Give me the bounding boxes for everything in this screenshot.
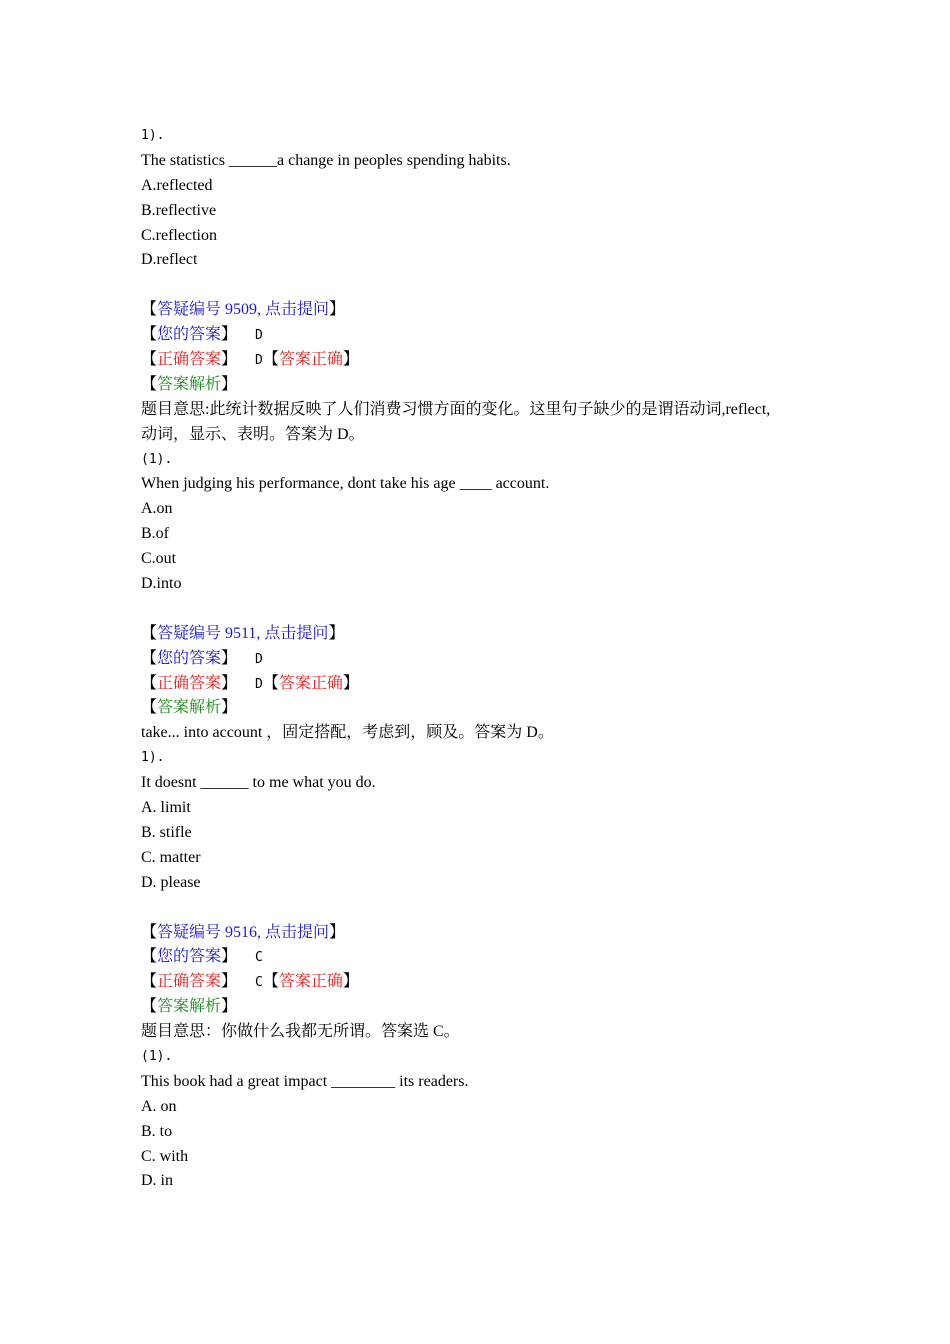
option-b: B.reflective xyxy=(141,201,217,219)
your-answer-row: 【您的答案】 C xyxy=(141,945,821,970)
question-stem: The statistics ______a change in peoples spending habits. xyxy=(141,151,511,169)
question-block xyxy=(141,1045,821,1194)
analysis-text: take... into account ，固定搭配，考虑到，顾及。答案为 D。 xyxy=(141,724,554,742)
your-answer-value: D xyxy=(255,328,263,344)
qa-row: 【答疑编号 9511, 点击提问】 xyxy=(141,624,345,642)
your-answer-row: 【您的答案】 D xyxy=(141,647,821,672)
option-a: A. limit xyxy=(141,799,191,817)
correct-answer-row: 【正确答案】 C【答案正确】 xyxy=(141,970,821,995)
your-answer-value: D xyxy=(255,651,263,667)
question-number: (1). xyxy=(141,1048,173,1064)
option-a: A. on xyxy=(141,1097,177,1115)
question-number: 1). xyxy=(141,128,165,143)
option-c: C.reflection xyxy=(141,226,217,244)
your-answer-row: 【您的答案】 D xyxy=(141,323,821,348)
option-b: B.of xyxy=(141,525,169,543)
option-d: D. please xyxy=(141,873,201,891)
your-answer-label: 您的答案 xyxy=(157,326,222,344)
document-page xyxy=(141,124,821,1194)
option-b: B. stifle xyxy=(141,823,192,841)
analysis-label: 答案解析 xyxy=(157,375,222,393)
your-answer-label: 您的答案 xyxy=(157,948,222,966)
correct-mark: 答案正确 xyxy=(278,351,343,369)
correct-answer-label: 正确答案 xyxy=(157,351,222,369)
question-number: 1). xyxy=(141,750,165,766)
question-stem: It doesnt ______ to me what you do. xyxy=(141,774,376,792)
option-d: D.reflect xyxy=(141,251,198,269)
analysis-text: 题目意思:此统计数据反映了人们消费习惯方面的变化。这里句子缺少的是谓语动词,reflect, xyxy=(141,400,771,418)
question-block xyxy=(141,448,821,747)
correct-answer-row: 【正确答案】 D【答案正确】 xyxy=(141,672,821,697)
correct-answer-label: 正确答案 xyxy=(157,674,222,692)
analysis-text: 题目意思：你做什么我都无所谓。答案选 C。 xyxy=(141,1023,460,1041)
qa-row xyxy=(141,298,821,323)
qa-row: 【答疑编号 9516, 点击提问】 xyxy=(141,923,346,941)
your-answer-label: 您的答案 xyxy=(157,649,222,667)
correct-answer-value: C xyxy=(255,975,263,991)
analysis-heading: 【答案解析】 xyxy=(141,699,238,717)
bracket-right: 】 xyxy=(329,301,346,319)
your-answer-value: C xyxy=(255,950,263,966)
analysis-label: 答案解析 xyxy=(157,699,222,717)
question-stem: When judging his performance, dont take his age ____ account. xyxy=(141,475,550,493)
correct-answer-value: D xyxy=(255,676,263,692)
question-block xyxy=(141,746,821,1045)
analysis-heading: 【答案解析】 xyxy=(141,375,238,393)
qa-link[interactable]: 答疑编号 9516, 点击提问 xyxy=(157,923,330,941)
qa-link[interactable]: 答疑编号 9511, 点击提问 xyxy=(157,624,329,642)
correct-answer-row: 【正确答案】 D【答案正确】 xyxy=(141,348,821,373)
option-c: C. matter xyxy=(141,848,201,866)
option-a: A.reflected xyxy=(141,176,213,194)
analysis-text: 动词，显示、表明。答案为 D。 xyxy=(141,425,365,443)
question-block xyxy=(141,124,821,448)
option-c: C. with xyxy=(141,1147,189,1165)
question-stem: This book had a great impact ________ its readers. xyxy=(141,1072,469,1090)
option-d: D. in xyxy=(141,1172,173,1190)
correct-answer-value: D xyxy=(255,353,263,369)
correct-mark: 答案正确 xyxy=(278,973,343,991)
correct-answer-label: 正确答案 xyxy=(157,973,222,991)
option-c: C.out xyxy=(141,550,177,568)
analysis-heading: 【答案解析】 xyxy=(141,998,238,1016)
option-d: D.into xyxy=(141,575,182,593)
qa-link[interactable]: 答疑编号 9509, 点击提问 xyxy=(157,301,330,319)
option-b: B. to xyxy=(141,1122,173,1140)
analysis-label: 答案解析 xyxy=(157,998,222,1016)
option-a: A.on xyxy=(141,500,173,518)
question-number: (1). xyxy=(141,451,173,467)
bracket-left: 【 xyxy=(141,301,158,319)
correct-mark: 答案正确 xyxy=(278,674,343,692)
